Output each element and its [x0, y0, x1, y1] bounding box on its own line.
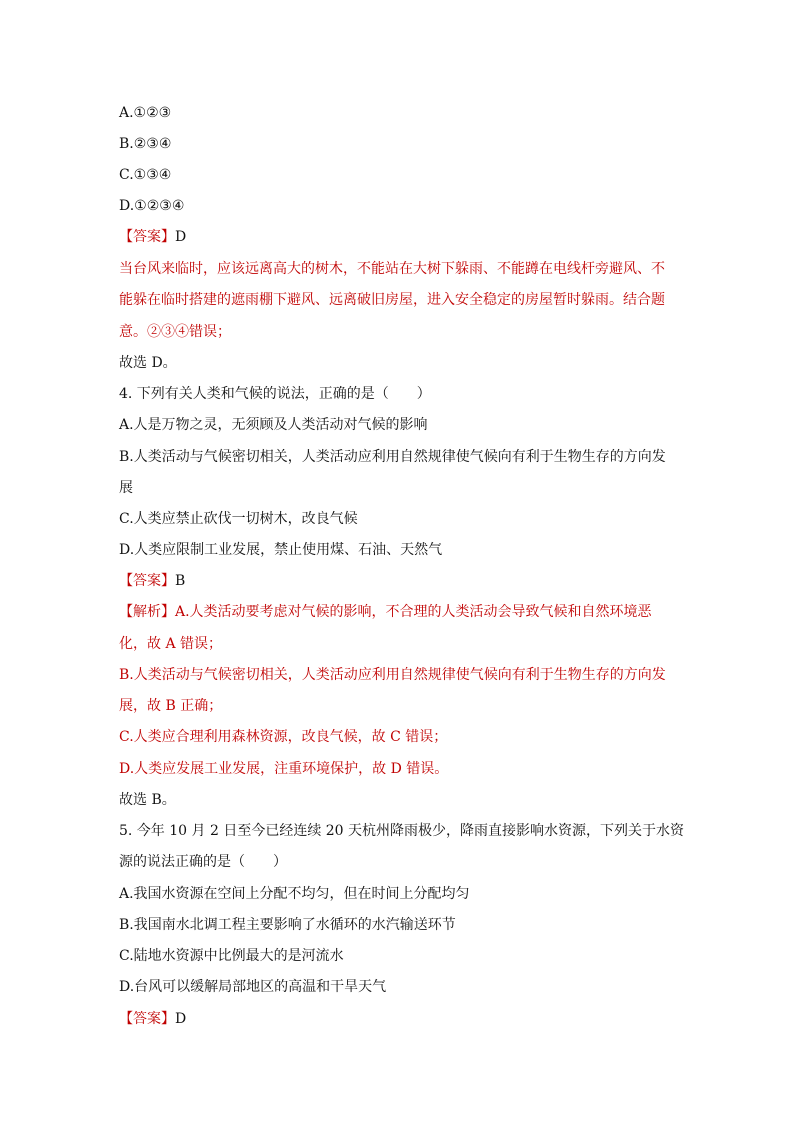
q4-analysis-line	[119, 603, 679, 621]
answer-value: D	[175, 229, 187, 245]
answer-value: D	[175, 1011, 187, 1027]
analysis-tag: 【解析】	[119, 604, 175, 620]
q4-option-a: A.人是万物之灵，无须顾及人类活动对气候的影响	[119, 417, 428, 433]
q4-analysis-line: C.人类应合理利用森林资源，改良气候，故 C 错误；	[119, 729, 448, 745]
answer-tag: 【答案】	[119, 229, 175, 245]
q4-analysis-line: 展，故 B 正确；	[119, 698, 223, 714]
q5-stem-cont: 源的说法正确的是（ ）	[119, 854, 287, 870]
q3-conclusion: 故选 D。	[119, 355, 177, 371]
answer-value: B	[175, 573, 186, 589]
q4-option-d: D.人类应限制工业发展，禁止使用煤、石油、天然气	[119, 542, 443, 558]
q4-analysis-line: D.人类应发展工业发展，注重环境保护，故 D 错误。	[119, 761, 449, 777]
q4-answer-line	[119, 572, 679, 590]
analysis-text: A.人类活动要考虑对气候的影响，不合理的人类活动会导致气候和自然环境恶	[175, 604, 652, 620]
q3-explanation-line: 意。②③④错误；	[119, 324, 231, 340]
q4-analysis-line: 化，故 A 错误；	[119, 636, 223, 652]
q4-option-b-cont: 展	[119, 480, 133, 496]
q4-option-c: C.人类应禁止砍伐一切树木，改良气候	[119, 511, 358, 527]
q3-option-a: A.①②③	[119, 105, 172, 121]
q5-option-c: C.陆地水资源中比例最大的是河流水	[119, 948, 344, 964]
q3-option-b: B.②③④	[119, 136, 172, 152]
q4-option-b: B.人类活动与气候密切相关，人类活动应利用自然规律使气候向有利于生物生存的方向发	[119, 449, 666, 465]
answer-tag: 【答案】	[119, 1011, 175, 1027]
q3-option-d: D.①②③④	[119, 198, 185, 214]
q3-explanation-line: 当台风来临时，应该远离高大的树木，不能站在大树下躲雨、不能蹲在电线杆旁避风、不	[119, 261, 665, 277]
q4-stem: 4. 下列有关人类和气候的说法，正确的是（ ）	[119, 386, 431, 402]
answer-tag: 【答案】	[119, 573, 175, 589]
q5-answer-line	[119, 1010, 679, 1028]
q5-option-b: B.我国南水北调工程主要影响了水循环的水汽输送环节	[119, 917, 456, 933]
q3-option-c: C.①③④	[119, 167, 172, 183]
q5-stem: 5. 今年 10 月 2 日至今已经连续 20 天杭州降雨极少，降雨直接影响水资源，下列关于水资	[119, 823, 685, 839]
q3-explanation-line: 能躲在临时搭建的遮雨棚下避风、远离破旧房屋，进入安全稳定的房屋暂时躲雨。结合题	[119, 292, 665, 308]
q3-answer-line	[119, 228, 679, 246]
q4-analysis-line: B.人类活动与气候密切相关，人类活动应利用自然规律使气候向有利于生物生存的方向发	[119, 667, 666, 683]
q4-conclusion: 故选 B。	[119, 792, 176, 808]
q5-option-a: A.我国水资源在空间上分配不均匀，但在时间上分配均匀	[119, 886, 470, 902]
q5-option-d: D.台风可以缓解局部地区的高温和干旱天气	[119, 979, 387, 995]
